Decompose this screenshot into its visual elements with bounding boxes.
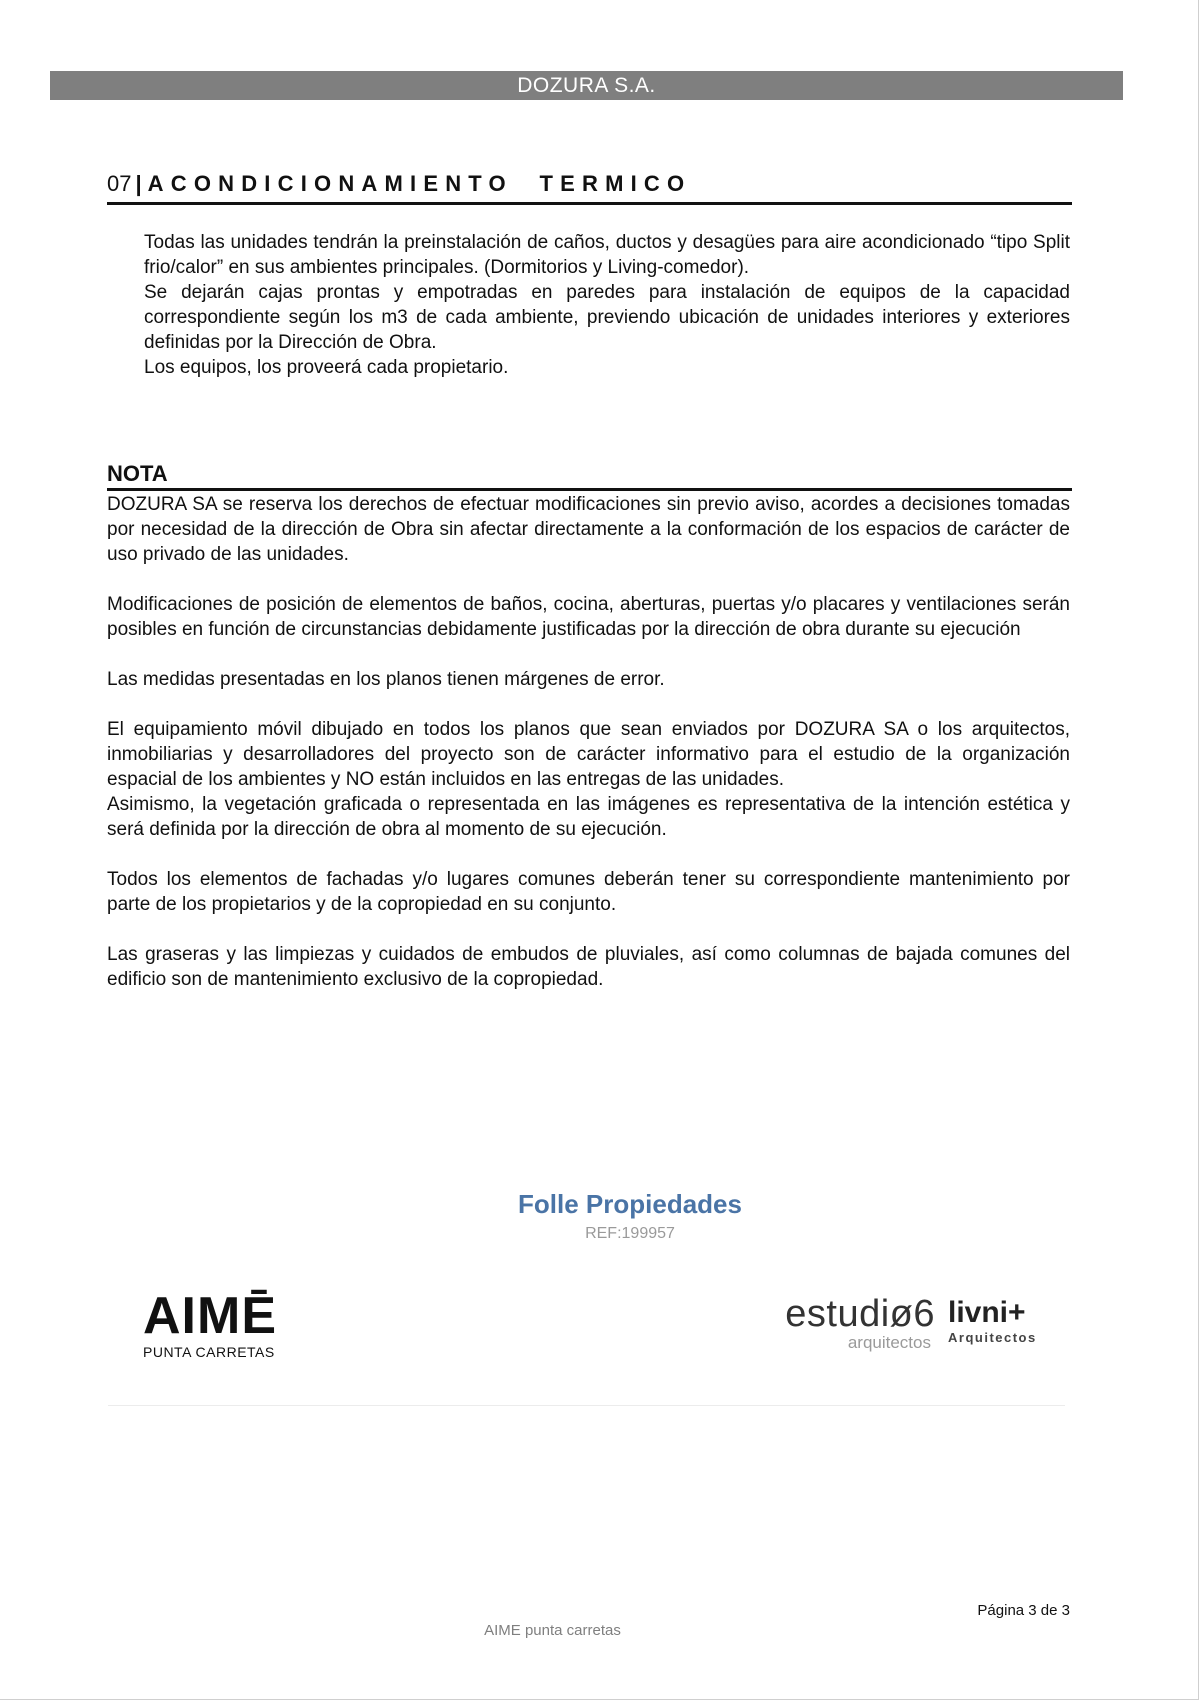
- paragraph: Los equipos, los proveerá cada propietario.: [144, 357, 509, 378]
- section-body: [144, 230, 1070, 380]
- footer-divider: [108, 1405, 1065, 1406]
- paragraph: Todos los elementos de fachadas y/o lugares comunes deberán tener su correspondiente mantenimiento por parte de los propietarios y de la copropiedad en su conjunto.: [107, 869, 1070, 915]
- aime-logo: [143, 1287, 293, 1360]
- aime-logo-word: AIMĒ: [143, 1287, 277, 1345]
- paragraph: Las medidas presentadas en los planos tienen márgenes de error.: [107, 669, 665, 690]
- footer-text: AIME punta carretas: [484, 1622, 621, 1639]
- livni-logo: [948, 1296, 1058, 1346]
- paragraph: Las graseras y las limpiezas y cuidados de embudos de pluviales, así como columnas de bajada comunes del edificio son de mantenimiento exclusivo de la copropiedad.: [107, 944, 1070, 990]
- watermark-brand: Folle Propiedades: [518, 1189, 742, 1219]
- paragraph: El equipamiento móvil dibujado en todos los planos que sean enviados por DOZURA SA o los arquitectos, inmobiliarias y desarrolladores del proyecto son de carácter informativo para el estudio de la organización espacial de los ambientes y NO están incluidos en las entregas de las unidades.: [107, 719, 1070, 790]
- paragraph: Asimismo, la vegetación graficada o representada en las imágenes es representativa de la intención estética y será definida por la dirección de obra al momento de su ejecución.: [107, 794, 1070, 840]
- estudio6-logo-word: estudiø6: [785, 1293, 935, 1335]
- header-bar: DOZURA S.A.: [50, 71, 1123, 100]
- paragraph: Todas las unidades tendrán la preinstalación de caños, ductos y desagües para aire acondicionado “tipo Split frio/calor” en sus ambientes principales. (Dormitorios y Living-comedor).: [144, 232, 1070, 278]
- paragraph: Se dejarán cajas prontas y empotradas en paredes para instalación de equipos de la capacidad correspondiente según los m3 de cada ambiente, previendo ubicación de unidades interiores y exteriores definidas por la Dirección de Obra.: [144, 282, 1070, 353]
- page-number: Página 3 de 3: [977, 1602, 1070, 1619]
- livni-logo-word: livni+: [948, 1296, 1026, 1329]
- section-number: 07: [107, 171, 132, 196]
- livni-logo-subtitle: Arquitectos: [948, 1330, 1037, 1345]
- estudio6-logo: [775, 1294, 935, 1352]
- section-separator: |: [135, 171, 142, 196]
- paragraph: Modificaciones de posición de elementos de baños, cocina, aberturas, puertas y/o placares y ventilaciones serán posibles en función de circunstancias debidamente justificadas por la dirección de obra durante su ejecución: [107, 594, 1070, 640]
- estudio6-logo-subtitle: arquitectos: [847, 1333, 931, 1352]
- aime-logo-subtitle: PUNTA CARRETAS: [143, 1344, 275, 1360]
- nota-body: [107, 492, 1070, 992]
- paragraph: DOZURA SA se reserva los derechos de efectuar modificaciones sin previo aviso, acordes a decisiones tomadas por necesidad de la dirección de Obra sin afectar directamente a la conformación de los espacios de carácter de uso privado de las unidades.: [107, 494, 1070, 565]
- section-title: [107, 170, 1072, 205]
- section-label: ACONDICIONAMIENTO TERMICO: [147, 171, 692, 196]
- nota-title: NOTA: [107, 460, 1072, 491]
- watermark-ref: REF:199957: [585, 1225, 675, 1242]
